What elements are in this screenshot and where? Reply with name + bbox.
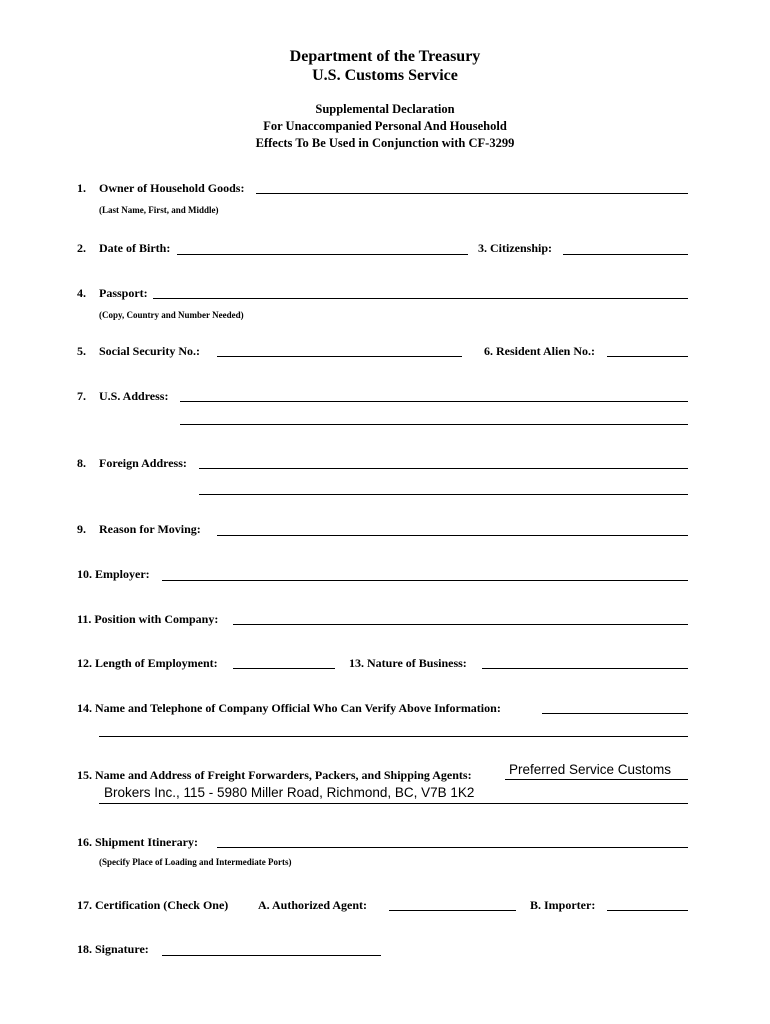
form-title-line-3: Effects To Be Used in Conjunction with CF-3299 (255, 136, 515, 150)
position-input-line[interactable] (233, 624, 688, 625)
employer-label: 10. Employer: (77, 567, 150, 581)
service-title: U.S. Customs Service (312, 67, 458, 84)
length-employment-input-line[interactable] (233, 668, 335, 669)
freight-forwarders-value-2[interactable]: Brokers Inc., 115 - 5980 Miller Road, Richmond, BC, V7B 1K2 (104, 785, 475, 800)
authorized-agent-label: A. Authorized Agent: (258, 898, 367, 912)
field-7-number: 7. (77, 389, 86, 403)
citizenship-input-line[interactable] (563, 254, 688, 255)
signature-input-line[interactable] (162, 955, 381, 956)
field-9-number: 9. (77, 522, 86, 536)
freight-forwarders-input-line-2[interactable] (99, 803, 688, 804)
field-4-number: 4. (77, 286, 86, 300)
us-address-label: U.S. Address: (99, 389, 169, 403)
shipment-itinerary-label: 16. Shipment Itinerary: (77, 835, 198, 849)
shipment-itinerary-input-line[interactable] (217, 847, 688, 848)
ssn-label: Social Security No.: (99, 344, 200, 358)
company-official-label: 14. Name and Telephone of Company Official Who Can Verify Above Information: (77, 701, 501, 715)
passport-input-line[interactable] (153, 298, 688, 299)
certification-label: 17. Certification (Check One) (77, 898, 229, 912)
freight-forwarders-label: 15. Name and Address of Freight Forwarders, Packers, and Shipping Agents: (77, 768, 472, 782)
owner-note: (Last Name, First, and Middle) (99, 205, 219, 215)
passport-label: Passport: (99, 286, 148, 300)
field-5-number: 5. (77, 344, 86, 358)
foreign-address-input-line-1[interactable] (199, 468, 688, 469)
foreign-address-label: Foreign Address: (99, 456, 187, 470)
dob-label: Date of Birth: (99, 241, 171, 255)
position-label: 11. Position with Company: (77, 612, 219, 626)
nature-business-label: 13. Nature of Business: (349, 656, 467, 670)
citizenship-label: 3. Citizenship: (478, 241, 553, 255)
form-title-line-1: Supplemental Declaration (315, 102, 455, 116)
importer-label: B. Importer: (530, 898, 596, 912)
field-8-number: 8. (77, 456, 86, 470)
us-address-input-line-1[interactable] (180, 401, 688, 402)
freight-forwarders-value-1[interactable]: Preferred Service Customs (509, 762, 672, 777)
importer-input-line[interactable] (607, 910, 688, 911)
field-2-number: 2. (77, 241, 86, 255)
length-employment-label: 12. Length of Employment: (77, 656, 218, 670)
nature-business-input-line[interactable] (482, 668, 688, 669)
department-title: Department of the Treasury (289, 48, 481, 65)
dob-input-line[interactable] (177, 254, 468, 255)
passport-note: (Copy, Country and Number Needed) (99, 310, 244, 320)
signature-label: 18. Signature: (77, 942, 149, 956)
foreign-address-input-line-2[interactable] (199, 494, 688, 495)
resident-alien-label: 6. Resident Alien No.: (484, 344, 595, 358)
ssn-input-line[interactable] (217, 356, 462, 357)
company-official-input-line-1[interactable] (542, 713, 688, 714)
owner-label: Owner of Household Goods: (99, 181, 245, 195)
shipment-itinerary-note: (Specify Place of Loading and Intermediate Ports) (99, 857, 292, 867)
field-1-number: 1. (77, 181, 86, 195)
reason-input-line[interactable] (217, 535, 688, 536)
us-address-input-line-2[interactable] (180, 424, 688, 425)
authorized-agent-input-line[interactable] (389, 910, 516, 911)
company-official-input-line-2[interactable] (99, 736, 688, 737)
resident-alien-input-line[interactable] (607, 356, 688, 357)
owner-input-line[interactable] (256, 193, 688, 194)
form-title-line-2: For Unaccompanied Personal And Household (263, 119, 507, 133)
employer-input-line[interactable] (162, 580, 688, 581)
freight-forwarders-input-line-1[interactable] (505, 779, 688, 780)
reason-label: Reason for Moving: (99, 522, 201, 536)
